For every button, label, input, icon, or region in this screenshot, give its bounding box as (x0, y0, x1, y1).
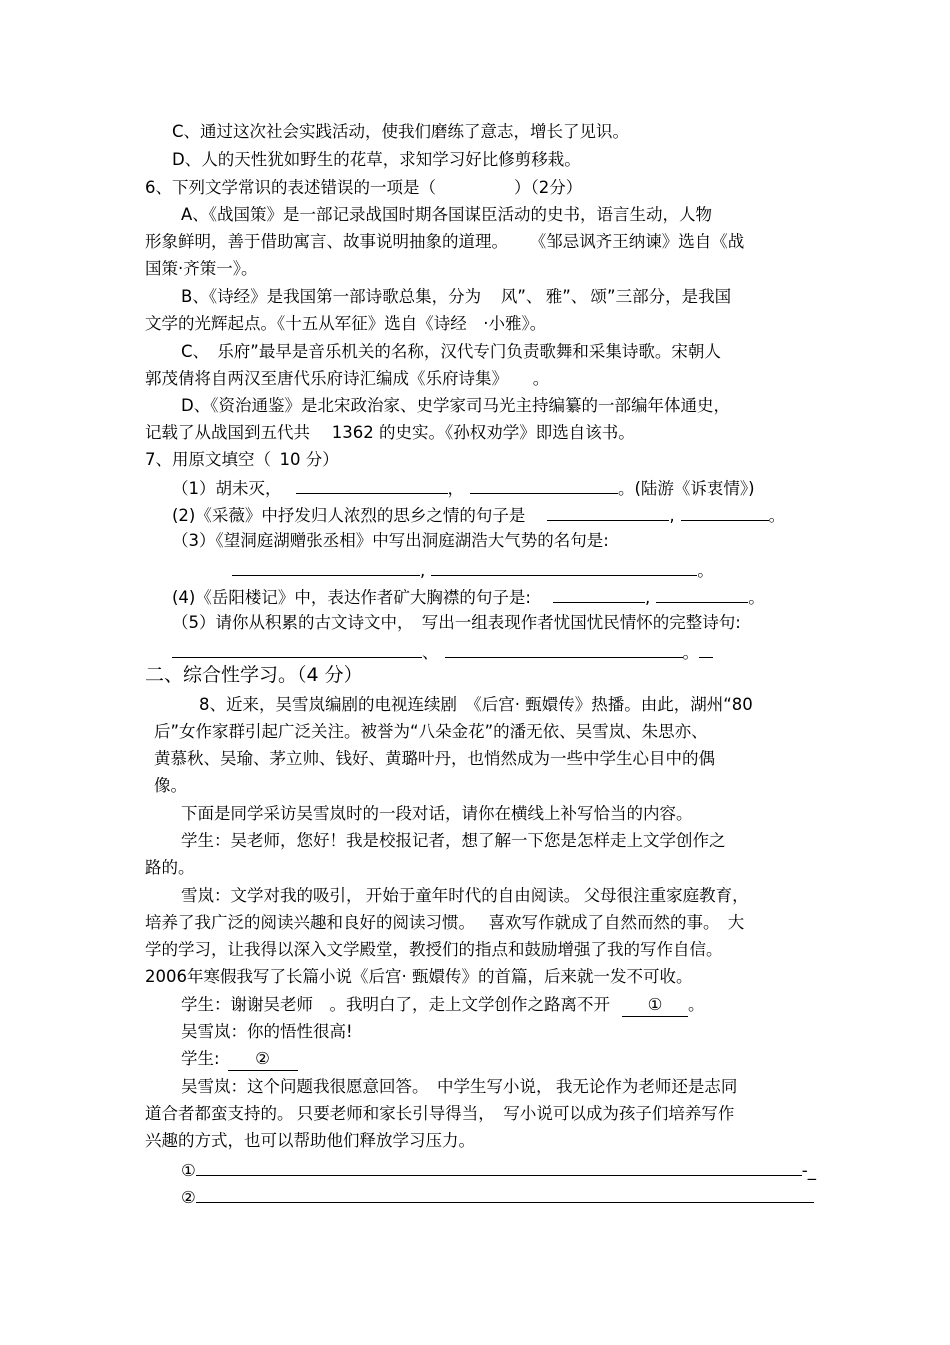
q7-item1-sep: ， (447, 479, 464, 498)
q6-option-c-line1: C、 乐府”最早是音乐机关的名称，汉代专门负责歌舞和采集诗歌。宋朝人 (181, 342, 721, 361)
q8-answer-1-line[interactable] (196, 1158, 802, 1176)
q7-item1-source: 。(陆游《诉衷情》) (618, 479, 755, 498)
q6-option-a-line2-source: 《邹忌讽齐王纳谏》选自《战 (538, 232, 745, 251)
q5-option-c: C、通过这次社会实践活动，使我们磨练了意志，增长了见识。 (172, 122, 630, 141)
q7-item3-sep: , (420, 561, 426, 580)
section2-title: 二、综合性学习。（4 分） (145, 664, 363, 686)
q7-item3-end: 。 (697, 561, 714, 580)
q7-item3-blank1[interactable] (232, 558, 420, 576)
q7-item1-blank1[interactable] (296, 476, 448, 494)
q8-answer-1-tail: -_ (801, 1161, 817, 1180)
q8-answer-2-line[interactable] (196, 1185, 814, 1203)
q6-option-a-line1: A、《战国策》是一部记录战国时期各国谋臣活动的史书，语言生动，人物 (181, 205, 713, 224)
q7-item3-answer (232, 558, 714, 582)
q8-answer-2-label: ② (181, 1188, 196, 1207)
q6-stem-text: 6、下列文学常识的表述错误的一项是（ (145, 178, 436, 197)
q8-answer-2 (181, 1185, 814, 1209)
q6-stem (145, 177, 582, 199)
q7-item5-answer (172, 640, 713, 664)
q8-student-line1: 学生：吴老师，您好！我是校报记者，想了解一下您是怎样走上文学创作之 (181, 831, 726, 850)
q7-item4-label: (4)《岳阳楼记》中，表达作者矿大胸襟的句子是: (172, 588, 531, 607)
q6-option-a-line3: 国策·齐策一》。 (145, 259, 258, 278)
q8-author-line4: 2006年寒假我写了长篇小说《后宫· 甄嬛传》的首篇，后来就一发不可收。 (145, 967, 693, 986)
q6-score: ）（2分） (514, 178, 583, 197)
q8-student-line1-cont: 路的。 (145, 858, 195, 877)
q6-option-c-line2: 郭茂倩将自两汉至唐代乐府诗汇编成《乐府诗集》 。 (145, 369, 550, 388)
q8-student-line3 (181, 1048, 298, 1071)
q7-item2-end: 。 (768, 506, 786, 525)
q8-passage-line3: 黄慕秋、吴瑜、茅立帅、钱好、黄璐叶丹，也悄然成为一些中学生心目中的偶 (154, 749, 715, 768)
q6-option-a-line2-text: 形象鲜明，善于借助寓言、故事说明抽象的道理。 (145, 232, 508, 251)
q8-student-line3-label: 学生: (181, 1049, 220, 1068)
q7-item3: （3）《望洞庭湖赠张丞相》中写出洞庭湖浩大气势的名句是: (172, 531, 609, 550)
q8-author-line6: 道合者都蛮支持的。 只要老师和家长引导得当， 写小说可以成为孩子们培养写作 (145, 1104, 735, 1123)
q8-author-line7: 兴趣的方式，也可以帮助他们释放学习压力。 (145, 1131, 475, 1150)
q7-item5-end: 。 (682, 643, 699, 662)
q7-item4 (172, 585, 765, 609)
q8-student-line2 (181, 994, 705, 1017)
q7-item2-blank2[interactable] (681, 503, 769, 521)
q8-answer-1 (181, 1158, 816, 1182)
q7-item4-blank1[interactable] (553, 585, 645, 603)
q8-author-line2: 培养了我广泛的阅读兴趣和良好的阅读习惯。 喜欢写作就成了自然而然的事。 大 (145, 913, 745, 932)
q6-option-b-line2: 文学的光辉起点。《十五从军征》选自《诗经 ·小雅》。 (145, 314, 547, 333)
q8-author-line5: 吴雪岚：这个问题我很愿意回答。 中学生写小说， 我无论作为老师还是志同 (181, 1077, 738, 1096)
q8-blank-2-marker[interactable]: ② (228, 1048, 298, 1071)
q7-item3-blank2[interactable] (431, 558, 697, 576)
q5-option-d: D、人的天性犹如野生的花草，求知学习好比修剪移栽。 (172, 150, 581, 169)
q7-item4-end: 。 (748, 588, 765, 607)
q7-item5-tail-line (699, 640, 713, 658)
q8-instruction: 下面是同学采访吴雪岚时的一段对话，请你在横线上补写恰当的内容。 (181, 804, 693, 823)
q8-passage-line4: 像。 (154, 776, 187, 795)
q7-item2-blank1[interactable] (547, 503, 669, 521)
q8-author-line1: 雪岚：文学对我的吸引， 开始于童年时代的自由阅读。 父母很注重家庭教育， (181, 886, 749, 905)
q7-item5-blank2[interactable] (445, 640, 683, 658)
q8-passage-line2: 后”女作家群引起广泛关注。被誉为“八朵金花”的潘无依、吴雪岚、朱思亦、 (154, 722, 708, 741)
q7-item2-sep: , (669, 506, 675, 525)
q6-option-d-line2: 记载了从战国到五代共 1362 的史实。《孙权劝学》即选自该书。 (145, 423, 635, 442)
q7-item2 (172, 503, 785, 527)
q7-stem: 7、用原文填空（ 10 分） (145, 450, 339, 469)
q7-item1-label: （1）胡未灭， (172, 479, 282, 498)
q8-author-line3: 学的学习，让我得以深入文学殿堂，教授们的指点和鼓励增强了我的写作自信。 (145, 940, 723, 959)
q8-student-line2-end: 。 (688, 995, 705, 1014)
q7-item1-blank2[interactable] (470, 476, 618, 494)
q6-option-a-line2 (145, 231, 744, 253)
q6-option-d-line1: D、《资治通鉴》是北宋政治家、史学家司马光主持编纂的一部编年体通史， (181, 396, 730, 415)
q7-item5-blank1[interactable] (172, 640, 422, 658)
q8-student-line2-text: 学生：谢谢吴老师 。我明白了，走上文学创作之路离不开 (181, 995, 610, 1014)
q7-item1 (172, 476, 755, 500)
q8-blank-1-marker[interactable]: ① (622, 994, 688, 1017)
q7-item5-sep: 、 (422, 643, 439, 662)
q7-item4-sep: , (644, 588, 651, 607)
q8-passage-line1: 8、近来，吴雪岚编剧的电视连续剧 《后宫· 甄嬛传》热播。由此，湖州“80 (199, 695, 753, 714)
q6-option-b-line1: B、《诗经》是我国第一部诗歌总集，分为 风”、 雅”、 颂”三部分，是我国 (181, 287, 732, 306)
q8-author-reply: 吴雪岚：你的悟性很高! (181, 1022, 353, 1041)
q7-item5: （5）请你从积累的古文诗文中， 写出一组表现作者忧国忧民情怀的完整诗句: (172, 613, 741, 632)
q7-item4-blank2[interactable] (656, 585, 748, 603)
q7-item2-label: (2)《采薇》中抒发归人浓烈的思乡之情的句子是 (172, 506, 526, 525)
q8-answer-1-label: ① (181, 1161, 196, 1180)
